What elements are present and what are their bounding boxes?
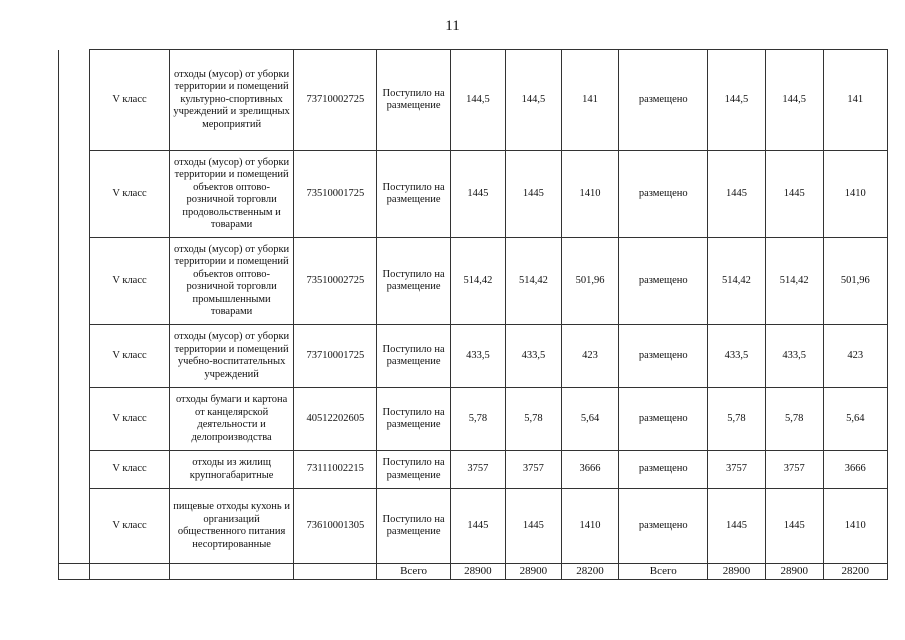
hazard-class-cell: V класс (90, 50, 170, 151)
value-cell: 3666 (561, 451, 619, 489)
blank-cell (59, 325, 90, 388)
total-value-cell: 28900 (708, 564, 766, 580)
received-status-cell: Поступило на размещение (377, 388, 450, 451)
blank-cell (59, 151, 90, 238)
blank-cell (169, 564, 293, 580)
value-cell: 5,78 (708, 388, 766, 451)
value-cell: 3757 (708, 451, 766, 489)
placed-status-cell: размещено (619, 388, 708, 451)
table-row (59, 489, 888, 564)
value-cell: 5,64 (561, 388, 619, 451)
total-label-cell: Всего (619, 564, 708, 580)
value-cell: 5,78 (506, 388, 561, 451)
placed-status-cell: размещено (619, 50, 708, 151)
value-cell: 1445 (506, 151, 561, 238)
value-cell: 1410 (823, 489, 887, 564)
received-status-cell: Поступило на размещение (377, 325, 450, 388)
value-cell: 514,42 (708, 238, 766, 325)
value-cell: 5,78 (765, 388, 823, 451)
value-cell: 433,5 (708, 325, 766, 388)
waste-name-cell: отходы (мусор) от уборки территории и помещений объектов оптово-розничной торговли продовольственным и товарами (169, 151, 293, 238)
blank-cell (59, 388, 90, 451)
value-cell: 514,42 (765, 238, 823, 325)
placed-status-cell: размещено (619, 151, 708, 238)
waste-name-cell: пищевые отходы кухонь и организаций общественного питания несортированные (169, 489, 293, 564)
table-row (59, 451, 888, 489)
value-cell: 144,5 (506, 50, 561, 151)
hazard-class-cell: V класс (90, 238, 170, 325)
hazard-class-cell: V класс (90, 388, 170, 451)
waste-name-cell: отходы (мусор) от уборки территории и помещений культурно-спортивных учреждений и зрелищных мероприятий (169, 50, 293, 151)
value-cell: 3757 (506, 451, 561, 489)
total-value-cell: 28200 (561, 564, 619, 580)
total-value-cell: 28900 (765, 564, 823, 580)
value-cell: 3666 (823, 451, 887, 489)
value-cell: 144,5 (765, 50, 823, 151)
fkko-code-cell: 73710002725 (294, 50, 377, 151)
page-number: 11 (445, 18, 460, 34)
value-cell: 423 (561, 325, 619, 388)
value-cell: 423 (823, 325, 887, 388)
value-cell: 1410 (561, 151, 619, 238)
value-cell: 1445 (765, 151, 823, 238)
blank-cell (59, 564, 90, 580)
total-value-cell: 28200 (823, 564, 887, 580)
value-cell: 1445 (450, 489, 505, 564)
received-status-cell: Поступило на размещение (377, 451, 450, 489)
value-cell: 144,5 (708, 50, 766, 151)
blank-cell (90, 564, 170, 580)
value-cell: 433,5 (506, 325, 561, 388)
total-value-cell: 28900 (450, 564, 505, 580)
table-row (59, 151, 888, 238)
totals-row (59, 564, 888, 580)
value-cell: 514,42 (450, 238, 505, 325)
blank-cell (59, 238, 90, 325)
received-status-cell: Поступило на размещение (377, 489, 450, 564)
value-cell: 433,5 (765, 325, 823, 388)
hazard-class-cell: V класс (90, 451, 170, 489)
blank-cell (294, 564, 377, 580)
value-cell: 141 (561, 50, 619, 151)
value-cell: 1445 (450, 151, 505, 238)
waste-name-cell: отходы бумаги и картона от канцелярской деятельности и делопроизводства (169, 388, 293, 451)
value-cell: 1445 (506, 489, 561, 564)
table-row (59, 50, 888, 151)
hazard-class-cell: V класс (90, 489, 170, 564)
placed-status-cell: размещено (619, 325, 708, 388)
fkko-code-cell: 73710001725 (294, 325, 377, 388)
blank-cell (59, 50, 90, 151)
placed-status-cell: размещено (619, 238, 708, 325)
value-cell: 501,96 (823, 238, 887, 325)
value-cell: 5,64 (823, 388, 887, 451)
value-cell: 1445 (708, 151, 766, 238)
total-label-cell: Всего (377, 564, 450, 580)
value-cell: 3757 (765, 451, 823, 489)
value-cell: 1445 (708, 489, 766, 564)
hazard-class-cell: V класс (90, 325, 170, 388)
total-value-cell: 28900 (506, 564, 561, 580)
value-cell: 1410 (561, 489, 619, 564)
value-cell: 1445 (765, 489, 823, 564)
placed-status-cell: размещено (619, 451, 708, 489)
received-status-cell: Поступило на размещение (377, 50, 450, 151)
blank-cell (59, 489, 90, 564)
waste-name-cell: отходы (мусор) от уборки территории и помещений объектов оптово-розничной торговли промышленными товарами (169, 238, 293, 325)
value-cell: 5,78 (450, 388, 505, 451)
waste-table (58, 49, 888, 580)
fkko-code-cell: 40512202605 (294, 388, 377, 451)
fkko-code-cell: 73510001725 (294, 151, 377, 238)
received-status-cell: Поступило на размещение (377, 238, 450, 325)
value-cell: 3757 (450, 451, 505, 489)
received-status-cell: Поступило на размещение (377, 151, 450, 238)
value-cell: 501,96 (561, 238, 619, 325)
value-cell: 433,5 (450, 325, 505, 388)
hazard-class-cell: V класс (90, 151, 170, 238)
fkko-code-cell: 73510002725 (294, 238, 377, 325)
waste-name-cell: отходы (мусор) от уборки территории и помещений учебно-воспитательных учреждений (169, 325, 293, 388)
blank-cell (59, 451, 90, 489)
value-cell: 144,5 (450, 50, 505, 151)
value-cell: 514,42 (506, 238, 561, 325)
waste-name-cell: отходы из жилищ крупногабаритные (169, 451, 293, 489)
placed-status-cell: размещено (619, 489, 708, 564)
value-cell: 141 (823, 50, 887, 151)
fkko-code-cell: 73610001305 (294, 489, 377, 564)
table-row (59, 388, 888, 451)
value-cell: 1410 (823, 151, 887, 238)
table-row (59, 325, 888, 388)
fkko-code-cell: 73111002215 (294, 451, 377, 489)
table-row (59, 238, 888, 325)
